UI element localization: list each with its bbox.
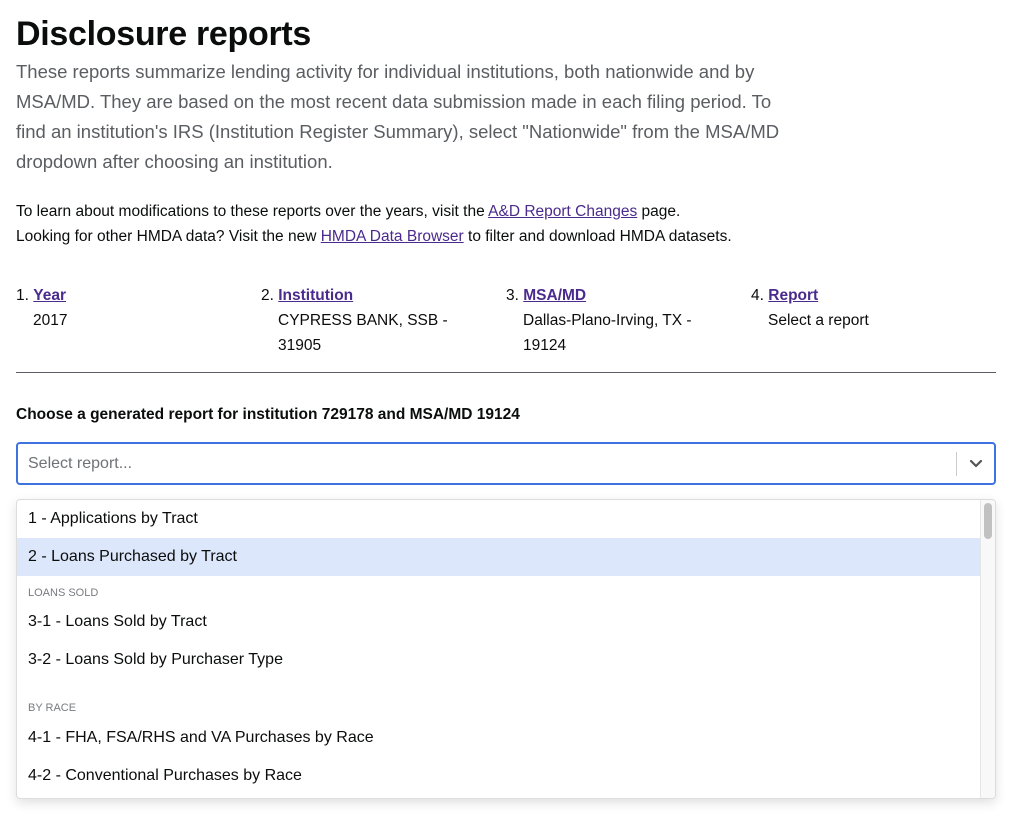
option-3-1-loans-sold-by-tract[interactable]: 3-1 - Loans Sold by Tract	[28, 613, 207, 630]
step-report-value: Select a report	[768, 312, 869, 329]
step-report	[751, 283, 996, 358]
section-divider	[16, 372, 996, 373]
step-report-link[interactable]: Report	[768, 287, 819, 304]
scrollbar-thumb[interactable]	[984, 503, 992, 539]
option-4-1-fha-purchases-by-race[interactable]: 4-1 - FHA, FSA/RHS and VA Purchases by Race	[28, 729, 374, 746]
page-title: Disclosure reports	[16, 15, 312, 53]
option-4-2-conventional-purchases-by-race[interactable]: 4-2 - Conventional Purchases by Race	[28, 767, 302, 784]
step-msa-md-value: Dallas-Plano-Irving, TX - 19124	[523, 312, 692, 354]
info-text: page.	[637, 203, 681, 220]
step-msa-md	[506, 283, 751, 358]
report-dropdown-menu	[16, 499, 996, 799]
step-institution	[261, 283, 506, 358]
group-heading-by-race: BY RACE	[28, 702, 77, 714]
info-line-changes	[16, 199, 996, 224]
step-number: 3.	[506, 287, 519, 304]
info-text: To learn about modifications to these reports over the years, visit the	[16, 203, 489, 220]
report-select-placeholder: Select report...	[28, 454, 133, 472]
progress-steps	[16, 283, 996, 358]
report-select[interactable]	[16, 442, 996, 485]
option-1-applications-by-tract[interactable]: 1 - Applications by Tract	[28, 510, 198, 527]
hmda-data-browser-link[interactable]: HMDA Data Browser	[320, 228, 464, 245]
info-line-browser	[16, 224, 996, 249]
step-number: 2.	[261, 287, 274, 304]
group-heading-loans-sold: LOANS SOLD	[28, 587, 99, 599]
option-2-loans-purchased-by-tract[interactable]: 2 - Loans Purchased by Tract	[17, 538, 980, 576]
step-msa-md-link[interactable]: MSA/MD	[523, 287, 587, 304]
info-text: to filter and download HMDA datasets.	[463, 228, 732, 245]
step-institution-value: CYPRESS BANK, SSB - 31905	[278, 312, 448, 354]
step-year-link[interactable]: Year	[33, 287, 67, 304]
report-options-list	[17, 500, 980, 795]
step-year	[16, 283, 261, 358]
page-container	[16, 0, 996, 485]
page-description: These reports summarize lending activity for individual institutions, both nationwide and by MSA/MD. They are based on the most recent data submission made in each filing period. To find an institution's IRS (Institution Register Summary), select "Nationwide" from the MSA/MD dropdown after choosing an institution.	[16, 61, 780, 172]
option-3-2-loans-sold-by-purchaser-type[interactable]: 3-2 - Loans Sold by Purchaser Type	[28, 651, 283, 668]
ad-report-changes-link[interactable]: A&D Report Changes	[488, 203, 638, 220]
step-number: 4.	[751, 287, 764, 304]
report-select-label: Choose a generated report for institution 729178 and MSA/MD 19124	[16, 406, 520, 423]
step-number: 1.	[16, 287, 29, 304]
chevron-down-icon[interactable]	[957, 459, 994, 469]
step-institution-link[interactable]: Institution	[278, 287, 354, 304]
info-text: Looking for other HMDA data? Visit the new	[16, 228, 321, 245]
menu-scrollbar[interactable]	[980, 500, 995, 798]
step-year-value: 2017	[33, 312, 68, 329]
info-block	[16, 199, 996, 249]
